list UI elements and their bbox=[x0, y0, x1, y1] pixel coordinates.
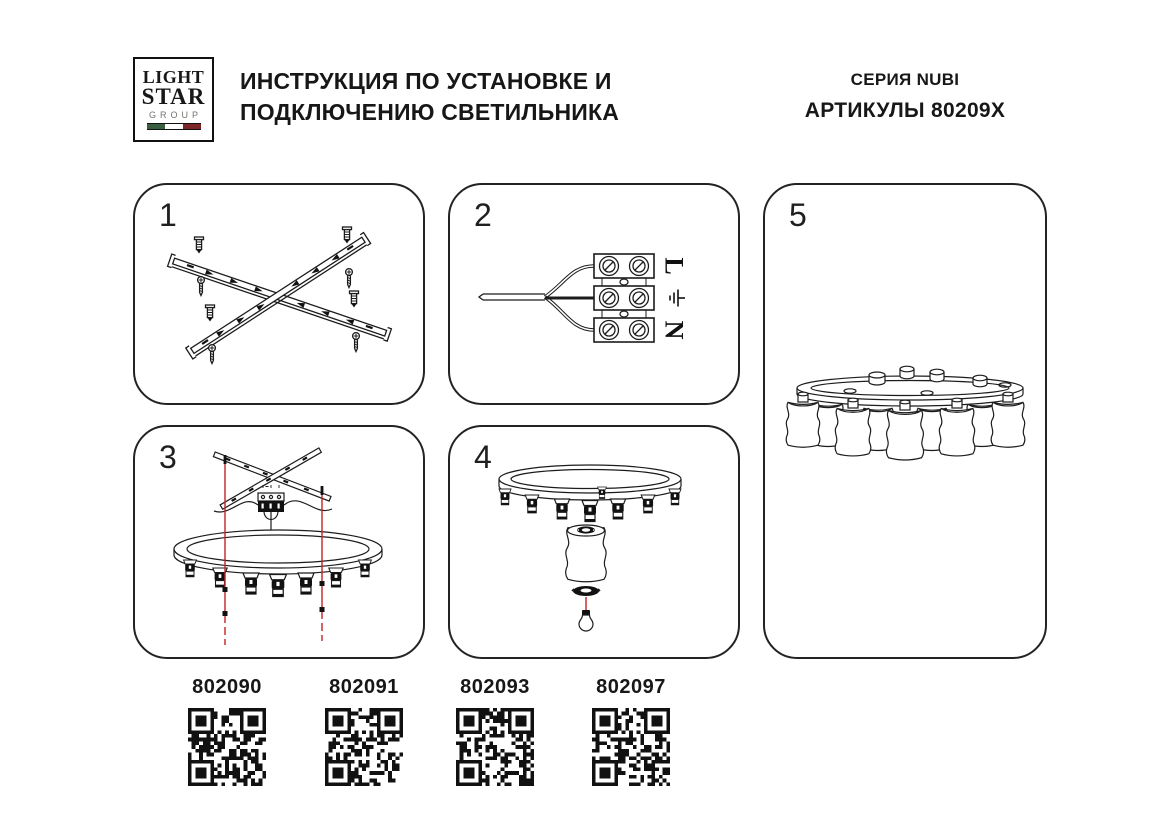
flag-white-segment bbox=[165, 124, 183, 129]
lamp-holder bbox=[525, 495, 539, 513]
mounting-screw bbox=[198, 277, 205, 296]
step-3-diagram bbox=[135, 427, 423, 657]
flag-red-segment bbox=[183, 124, 201, 129]
wiring-diagram bbox=[479, 254, 654, 342]
series-label: СЕРИЯ NUBI bbox=[850, 70, 960, 89]
wall-anchor bbox=[195, 237, 204, 254]
qr-code bbox=[592, 708, 670, 786]
wall-anchor bbox=[343, 227, 352, 244]
article-code: 802097 bbox=[596, 676, 666, 698]
wall-anchor bbox=[350, 291, 359, 308]
article-item bbox=[308, 676, 420, 791]
wire-right bbox=[284, 501, 332, 511]
lamp-holder bbox=[243, 573, 259, 594]
frame-assembly bbox=[174, 448, 382, 597]
step-number: 4 bbox=[474, 439, 492, 475]
mounting-screw bbox=[346, 269, 353, 288]
article-item bbox=[439, 676, 551, 791]
lamp-holder bbox=[184, 560, 197, 577]
step-2-diagram bbox=[450, 185, 738, 403]
title-line-2: ПОДКЛЮЧЕНИЮ СВЕТИЛЬНИКА bbox=[240, 99, 620, 125]
logo-word-light: LIGHT bbox=[142, 67, 205, 87]
qr-code bbox=[456, 708, 534, 786]
ring-nut bbox=[572, 586, 600, 596]
glass-shade bbox=[566, 525, 607, 582]
lamp-holder bbox=[298, 573, 314, 594]
lamp-holder bbox=[499, 489, 511, 505]
glass-shade bbox=[835, 408, 871, 456]
logo-word-star: STAR bbox=[141, 84, 206, 109]
lamp-holder bbox=[669, 489, 681, 505]
step-number: 5 bbox=[789, 197, 807, 233]
mounting-brackets bbox=[168, 227, 392, 364]
glass-shade bbox=[939, 408, 975, 456]
mounting-rail-2 bbox=[186, 233, 371, 359]
mini-terminal-block bbox=[258, 485, 284, 512]
glass-shade bbox=[991, 402, 1025, 447]
step-2-panel bbox=[448, 183, 740, 405]
step-4-panel bbox=[448, 425, 740, 659]
supply-cable bbox=[483, 294, 545, 300]
step-1-panel bbox=[133, 183, 425, 405]
step-5-diagram bbox=[765, 185, 1045, 657]
neutral-terminal-label: N bbox=[659, 320, 689, 340]
series-block bbox=[755, 70, 1055, 123]
light-bulb bbox=[579, 610, 593, 631]
article-code: 802090 bbox=[192, 676, 262, 698]
article-item bbox=[575, 676, 687, 791]
lamp-holder bbox=[329, 568, 343, 587]
logo-flag-bar bbox=[147, 123, 201, 130]
terminal-block bbox=[594, 254, 654, 342]
live-terminal-label: L bbox=[659, 257, 689, 275]
glass-shade bbox=[786, 402, 820, 447]
articles-label: АРТИКУЛЫ 80209X bbox=[804, 99, 1006, 122]
lamp-holder bbox=[270, 575, 287, 597]
flag-green-segment bbox=[147, 124, 165, 129]
lightstar-logo bbox=[133, 57, 214, 142]
lamp-holder bbox=[641, 495, 655, 513]
article-item bbox=[171, 676, 283, 791]
earth-symbol bbox=[670, 290, 685, 307]
lamp-holder bbox=[359, 560, 372, 577]
lamp-holder bbox=[582, 501, 598, 522]
lamp-holder bbox=[554, 499, 569, 519]
article-code: 802093 bbox=[460, 676, 530, 698]
step-5-panel bbox=[763, 183, 1047, 659]
step-1-diagram bbox=[135, 185, 423, 403]
finished-chandelier bbox=[786, 366, 1025, 460]
lamp-holder bbox=[610, 499, 625, 519]
mounting-screw bbox=[209, 345, 216, 364]
logo-word-group: GROUP bbox=[148, 110, 202, 120]
step-number: 2 bbox=[474, 197, 492, 233]
step-number: 3 bbox=[159, 439, 177, 475]
glass-shade bbox=[886, 411, 923, 461]
qr-code bbox=[325, 708, 403, 786]
article-code: 802091 bbox=[329, 676, 399, 698]
step-3-panel bbox=[133, 425, 425, 659]
shade-attachment bbox=[499, 465, 681, 631]
step-number: 1 bbox=[159, 197, 177, 233]
mounting-screw bbox=[353, 333, 360, 352]
chandelier-ring bbox=[174, 530, 382, 574]
wall-anchor bbox=[206, 305, 215, 322]
qr-code bbox=[188, 708, 266, 786]
title-line-1: ИНСТРУКЦИЯ ПО УСТАНОВКЕ И bbox=[240, 68, 612, 94]
step-4-diagram bbox=[450, 427, 738, 657]
page-title bbox=[240, 66, 619, 128]
